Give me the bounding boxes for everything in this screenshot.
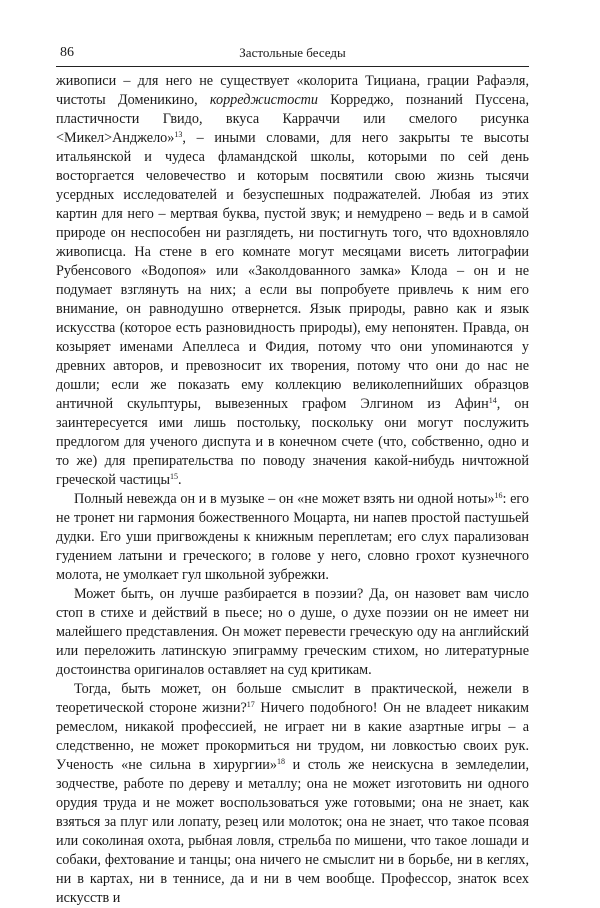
paragraph (56, 585, 529, 680)
paragraph (56, 680, 529, 908)
footnote-marker: 17 (246, 700, 255, 709)
footnote-marker: 14 (488, 396, 497, 405)
text-segment: Тогда, быть может, он больше смыслит в практической, нежели в теоретической стороне жизни? (56, 681, 529, 716)
footnote-marker: 13 (174, 130, 183, 139)
running-title: Застольные беседы (239, 45, 346, 60)
text-segment: , – иными словами, для него закрыты те высоты итальянской и чудеса фламандской школы, которыми по сей день восторгается человечество и которым посвятили свою жизнь тысячи усердных исследователей и безуспешных подражателей. Любая из этих картин для него – мертвая буква, пустой звук; и немудрено – ведь и в самой природе он неспособен ни разглядеть, ни постигнуть того, что вдохновляло живописца. На стене в его комнате могут месяцами висеть литографии Рубенсового «Водопоя» или «Заколдованного замка» Клода – он и не подумает взглянуть на них; а если вы попробуете привлечь к ним его внимание, он равнодушно отвернется. Язык природы, равно как и язык искусства (которое есть разновидность природы), ему непонятен. Правда, он козыряет именами Апеллеса и Фидия, потому что они упоминаются у древних авторов, и превозносит их творения, потому что они до нас не дошли; если же показать ему коллекцию великолепнийших образцов античной скульптуры, вывезенных графом Элгином из Афин (56, 130, 529, 412)
text-segment: Может быть, он лучше разбирается в поэзии? Да, он назовет вам число стоп в стихе и действий в пьесе; но о душе, о духе поэзии он не имеет ни малейшего представления. Он может перевести греческую оду на английский или переложить латинскую эпиграмму греческим стихом, но литературные достоинства оригиналов оставляет на суд критикам. (56, 586, 529, 678)
page-number: 86 (60, 45, 74, 60)
footnote-marker: 18 (276, 757, 285, 766)
text-segment: живописи – для него не существует «колорита Тициана, грации Рафаэля, чистоты Доменикино, (56, 73, 529, 108)
footnote-marker: 15 (170, 472, 178, 481)
text-segment: . (178, 472, 182, 488)
text-segment: Ничего подобного! Он не владеет никаким ремеслом, никакой профессией, не играет ни в какие азартные игры – а следственно, не может прокормиться ни трудом, ни ловкостью своих рук. Ученость «не сильна в хирургии» (56, 700, 529, 773)
footnote-marker: 16 (494, 491, 503, 500)
paragraph (56, 490, 529, 585)
text-segment: Корреджо, познаний Пуссена, пластичности Гвидо, вкуса Карраччи или смелого рисунка <Микел>Анджело» (56, 92, 529, 146)
text-segment: Полный невежда он и в музыке – он «не может взять ни одной ноты» (74, 491, 495, 507)
paragraph (56, 72, 529, 490)
text-segment: , он заинтересуется ими лишь постольку, поскольку они могут послужить предлогом для ученого диспута и в конечном счете (что, собственно, одно и то же) для препирательства по поводу значения какой-нибудь ничтожной греческой частицы (56, 396, 529, 488)
emphasized-term: корреджистости (209, 92, 318, 108)
body-text (56, 72, 529, 908)
running-header (56, 32, 529, 67)
text-segment: и столь же неискусна в земледелии, зодчестве, работе по дереву и металлу; она не может изготовить ни одного орудия труда и не может воспользоваться уже готовыми; она не знает, как взяться за плуг или лопату, резец или молоток; она не знает, что такое псовая или соколиная охота, рыбная ловля, стрельба по мишени, что такое лошади и собаки, фехтование и танцы; она ничего не смыслит ни в борьбе, ни в кеглях, ни в картах, ни в теннисе, да и ни в чем вообще. Профессор, знаток всех искусств и (56, 757, 530, 906)
text-segment: : его не тронет ни гармония божественного Моцарта, ни напев простой пастушьей дудки. Его уши пригвождены к книжным переплетам; его слух парализован гудением латыни и греческого; в голове у него, словно грохот кузнечного молота, не умолкает гул школьной зубрежки. (56, 491, 529, 583)
